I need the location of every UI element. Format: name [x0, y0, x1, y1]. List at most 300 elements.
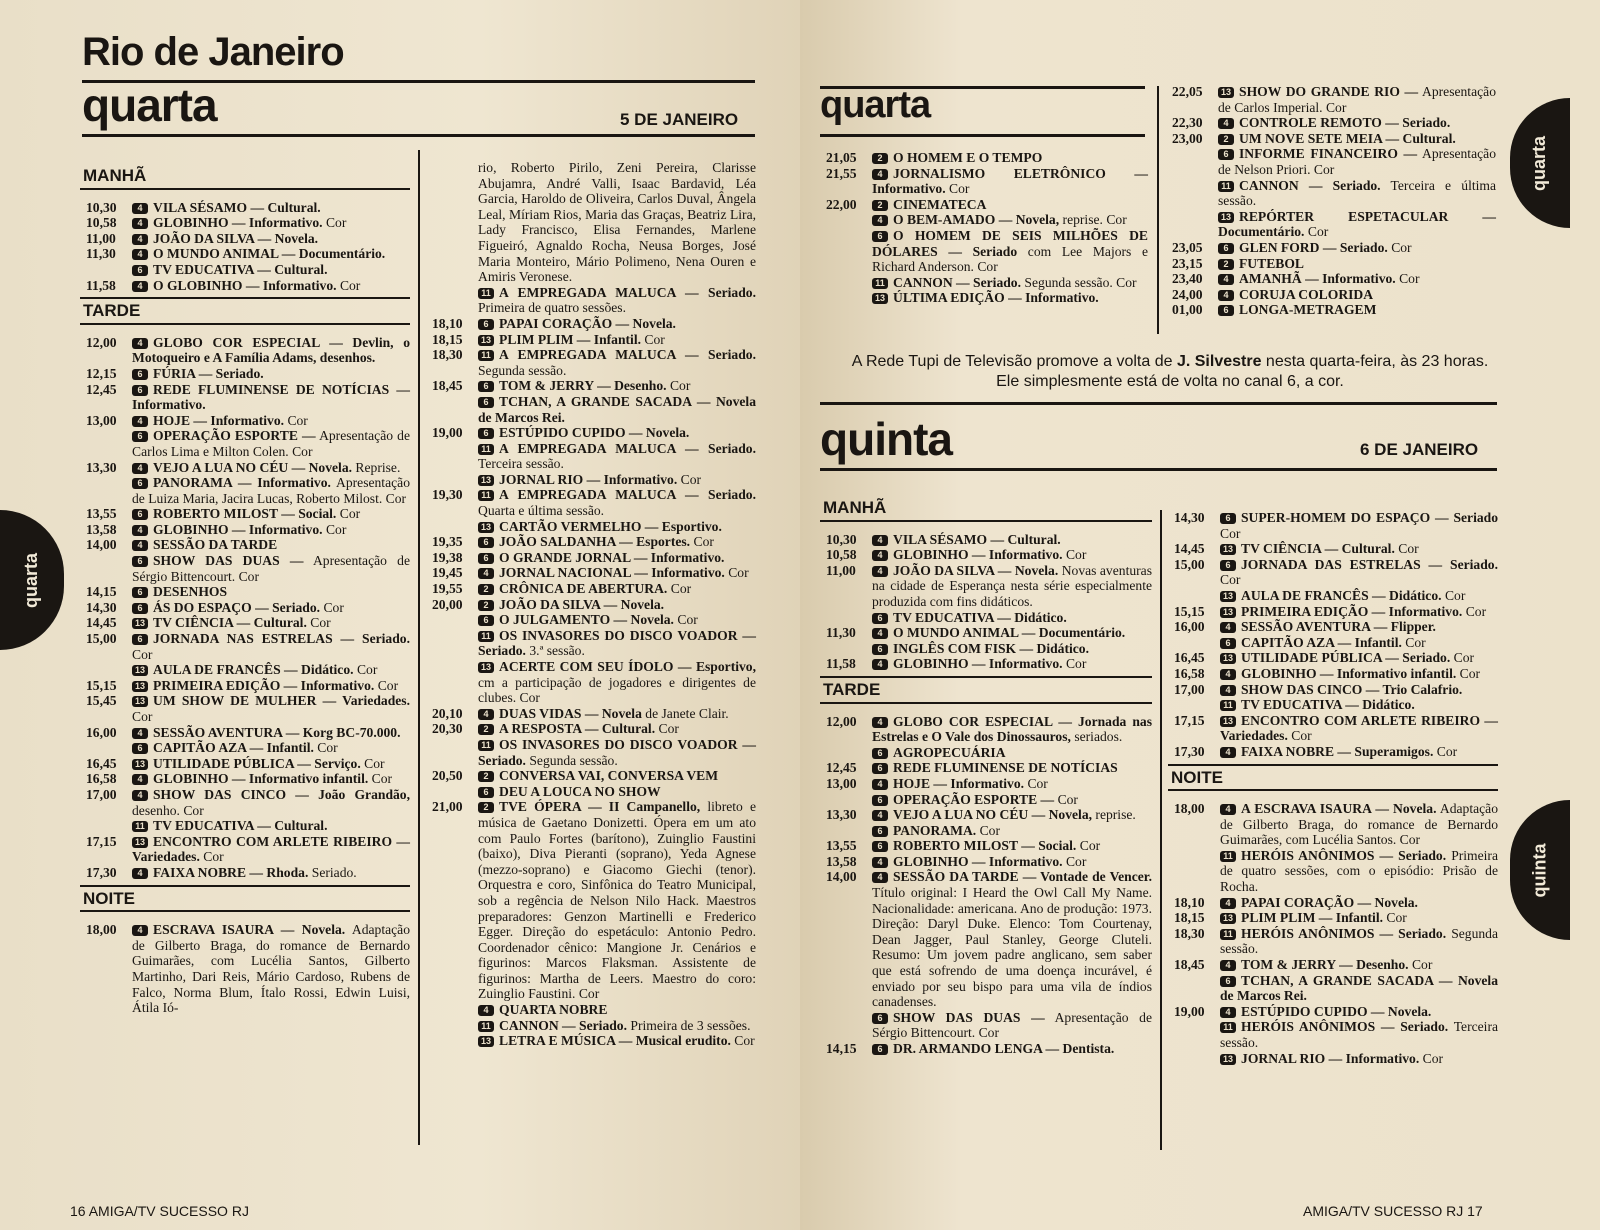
- program-time: 12,45: [86, 381, 117, 397]
- program-entry: [820, 641, 1152, 657]
- channel-badge: 4: [478, 1005, 494, 1016]
- channel-badge: 11: [478, 740, 494, 751]
- program-entry: [426, 1002, 756, 1018]
- program-entry: [1166, 115, 1496, 131]
- channel-badge: 4: [872, 169, 888, 180]
- program-entry: [80, 818, 410, 834]
- program-title: UM SHOW DE MULHER — Variedades.: [153, 693, 410, 709]
- program-title: AGROPECUÁRIA: [893, 744, 1006, 760]
- program-title: A EMPREGADA MALUCA — Seriado.: [499, 440, 756, 456]
- promo-note: [840, 352, 1500, 392]
- program-entry: [426, 799, 756, 1002]
- program-entry: [820, 625, 1152, 641]
- channel-badge: 13: [132, 837, 148, 848]
- program-description: Adaptação de Gilberto Braga, do romance de Bernardo Guimarães, com Lucélia Santos, Gilberto Martinho, Dari Reis, Mário Cardoso, Rubens de Falco, Norma Blum, Ítalo Rossi, Edwin Luisi, Átila Ió-: [132, 922, 410, 1016]
- program-description: Cor: [1307, 224, 1329, 240]
- channel-badge: 6: [1218, 243, 1234, 254]
- channel-badge: 6: [872, 748, 888, 759]
- program-time: 22,05: [1172, 84, 1203, 99]
- program-entry: [80, 215, 410, 231]
- channel-badge: 4: [872, 628, 888, 639]
- program-time: 11,30: [86, 246, 116, 262]
- program-time: 13,55: [86, 506, 117, 522]
- channel-badge: 4: [132, 338, 148, 349]
- program-time: 21,55: [826, 165, 857, 181]
- program-title: TVE ÓPERA — II Campanello,: [499, 799, 701, 815]
- column-divider: [1157, 86, 1159, 334]
- program-time: 10,30: [826, 531, 857, 547]
- divider: [82, 134, 755, 137]
- program-entry: [1168, 910, 1498, 926]
- program-time: 01,00: [1172, 302, 1203, 318]
- program-entry: [426, 472, 756, 488]
- channel-badge: 4: [1220, 747, 1236, 758]
- channel-badge: 4: [1220, 804, 1236, 815]
- program-entry: [426, 768, 756, 784]
- program-title: OS INVASORES DO DISCO VOADOR — Seriado.: [478, 736, 756, 768]
- program-title: ENCONTRO COM ARLETE RIBEIRO — Variedades.: [1220, 712, 1498, 744]
- program-entry: [426, 1018, 756, 1034]
- day-title-quinta: quinta: [820, 413, 952, 465]
- program-entry: [820, 714, 1152, 745]
- program-title: ÁS DO ESPAÇO — Seriado.: [153, 599, 321, 615]
- program-time: 13,00: [826, 775, 857, 791]
- program-description: cm a participação de jogadores e dirigentes de clubes. Cor: [478, 674, 756, 706]
- program-description: Cor: [325, 521, 347, 537]
- program-time: 14,45: [86, 615, 117, 631]
- program-title: SHOW DAS CINCO — João Grandão,: [153, 786, 410, 802]
- program-title: DUAS VIDAS — Novela: [499, 705, 642, 721]
- program-title: PAPAI CORAÇÃO — Novela.: [1241, 894, 1418, 910]
- channel-badge: 6: [478, 381, 494, 392]
- program-time: 13,00: [86, 412, 117, 428]
- program-title: JORNAL NACIONAL — Informativo.: [499, 565, 725, 581]
- program-time: 14,45: [1174, 541, 1205, 557]
- program-time: 15,15: [86, 677, 117, 693]
- program-time: 14,30: [1174, 510, 1205, 525]
- program-time: 19,45: [432, 565, 463, 581]
- column-divider: [418, 150, 420, 1145]
- program-time: 18,30: [1174, 925, 1205, 941]
- program-entry: [820, 760, 1152, 776]
- program-time: 19,38: [432, 549, 463, 565]
- program-title: DEU A LOUCA NO SHOW: [499, 783, 661, 799]
- channel-badge: 11: [132, 821, 148, 832]
- channel-badge: 11: [478, 288, 494, 299]
- program-description: Cor: [1405, 634, 1426, 650]
- note-name: J. Silvestre: [1176, 353, 1262, 370]
- program-entry: [426, 347, 756, 378]
- program-title: SHOW DAS DUAS —: [153, 553, 304, 569]
- program-description: Cor: [1459, 665, 1481, 681]
- program-title: TV EDUCATIVA — Didático.: [1241, 697, 1415, 713]
- program-title: HERÓIS ANÔNIMOS — Seriado.: [1241, 1019, 1449, 1035]
- program-title: VILA SÉSAMO — Cultural.: [153, 199, 321, 215]
- program-time: 21,05: [826, 150, 857, 165]
- program-description: Cor: [1220, 525, 1241, 541]
- program-title: CINEMATECA: [893, 196, 987, 212]
- program-description: Apresentação de Sérgio Bittencourt. Cor: [872, 1009, 1152, 1041]
- program-title: O BEM-AMADO — Novela,: [893, 212, 1060, 228]
- program-entry: [820, 166, 1148, 197]
- program-title: SESSÃO DA TARDE — Vontade de Vencer.: [893, 869, 1152, 885]
- channel-badge: 13: [1220, 653, 1236, 664]
- program-description: Primeira de quatro sessões.: [478, 300, 626, 316]
- channel-badge: 13: [132, 759, 148, 770]
- program-entry: [80, 522, 410, 538]
- channel-badge: 4: [872, 659, 888, 670]
- channel-badge: 13: [1220, 1054, 1236, 1065]
- section-heading: NOITE: [1168, 764, 1498, 792]
- program-entry: [1168, 1019, 1498, 1050]
- program-description: Cor: [677, 612, 698, 628]
- channel-badge: 6: [478, 615, 494, 626]
- program-title: GLOBINHO — Informativo.: [153, 521, 323, 537]
- channel-badge: 6: [1220, 976, 1236, 987]
- program-entry: [80, 662, 410, 678]
- channel-badge: 6: [132, 587, 148, 598]
- program-title: O HOMEM E O TEMPO: [893, 150, 1043, 165]
- program-entry: [426, 659, 756, 706]
- channel-badge: 4: [132, 790, 148, 801]
- program-title: FUTEBOL: [1239, 255, 1304, 271]
- page-footer-left: 16 AMIGA/TV SUCESSO RJ: [70, 1203, 249, 1219]
- channel-badge: 13: [1218, 87, 1234, 98]
- channel-badge: 6: [132, 369, 148, 380]
- program-description: com Lee Majors e Richard Anderson. Cor: [872, 243, 1148, 275]
- program-entry: [80, 865, 410, 881]
- program-time: 22,30: [1172, 115, 1203, 131]
- program-entry: [80, 382, 410, 413]
- program-entry: [1168, 666, 1498, 682]
- program-description: Cor: [1079, 838, 1101, 854]
- program-title: CONTROLE REMOTO — Seriado.: [1239, 115, 1451, 131]
- program-title: UTILIDADE PÚBLICA — Serviço.: [153, 755, 361, 771]
- channel-badge: 6: [132, 743, 148, 754]
- program-entry: [1168, 557, 1498, 588]
- program-time: 11,58: [86, 277, 116, 293]
- program-entry: [1168, 604, 1498, 620]
- program-title: PLIM PLIM — Infantil.: [1241, 910, 1383, 926]
- program-time: 15,00: [86, 631, 117, 647]
- channel-badge: 6: [1218, 149, 1234, 160]
- program-time: 18,00: [86, 922, 117, 938]
- channel-badge: 2: [478, 584, 494, 595]
- program-title: GLOBINHO — Informativo.: [153, 215, 323, 231]
- channel-badge: 11: [1220, 929, 1236, 940]
- channel-badge: 4: [132, 540, 148, 551]
- section-heading: MANHÃ: [80, 164, 410, 190]
- program-description: Apresentação de Luiza Maria, Jacira Lucas, Roberto Milost. Cor: [132, 475, 410, 506]
- channel-badge: 4: [132, 234, 148, 245]
- program-title: ÚLTIMA EDIÇÃO — Informativo.: [893, 290, 1099, 306]
- day-title-quarta-cont: quarta: [820, 84, 931, 126]
- program-title: HERÓIS ANÔNIMOS — Seriado.: [1241, 925, 1447, 941]
- program-time: 11,58: [826, 656, 856, 672]
- program-title: ACERTE COM SEU ÍDOLO — Esportivo,: [499, 659, 756, 674]
- program-entry: [820, 745, 1152, 761]
- program-description: Cor: [669, 378, 691, 394]
- program-time: 17,30: [86, 864, 117, 880]
- program-entry: [426, 628, 756, 659]
- program-entry: [426, 316, 756, 332]
- channel-badge: 4: [1220, 898, 1236, 909]
- channel-badge: 4: [1220, 1007, 1236, 1018]
- program-description: reprise. Cor: [1062, 212, 1127, 228]
- program-entry: [80, 366, 410, 382]
- program-entry: [80, 771, 410, 787]
- tab-label: quarta: [21, 552, 42, 608]
- channel-badge: 6: [872, 644, 888, 655]
- program-title: GLOBINHO — Informativo infantil.: [153, 771, 369, 787]
- program-title: O JULGAMENTO — Novela.: [499, 612, 674, 628]
- channel-badge: 6: [132, 385, 148, 396]
- channel-badge: 13: [478, 335, 494, 346]
- channel-badge: 11: [872, 278, 888, 289]
- channel-badge: 6: [478, 397, 494, 408]
- program-time: 19,00: [1174, 1003, 1205, 1019]
- program-entry: [820, 807, 1152, 823]
- program-entry: [1168, 697, 1498, 713]
- program-entry: [426, 519, 756, 535]
- program-title: GLEN FORD — Seriado.: [1239, 239, 1388, 255]
- program-description: Terceira e última sessão.: [1218, 177, 1497, 209]
- program-title: TOM & JERRY — Desenho.: [1241, 957, 1409, 973]
- program-description: Novas aventuras na cidade de Esperança nesta série especialmente produzida com fins didáticos.: [872, 562, 1152, 609]
- program-time: 20,10: [432, 705, 463, 721]
- program-entry: [1168, 848, 1498, 895]
- program-description: Cor: [1453, 650, 1475, 666]
- program-title: CANNON — Seriado.: [1239, 177, 1381, 193]
- channel-badge: 6: [132, 478, 148, 489]
- note-text: nesta quarta-feira, às 23 horas. Ele simplesmente está de volta no canal 6, a cor.: [996, 353, 1489, 390]
- channel-badge: 13: [1220, 591, 1236, 602]
- channel-badge: 13: [478, 1036, 494, 1047]
- program-title: FAIXA NOBRE — Rhoda.: [153, 864, 309, 880]
- program-description: Cor: [734, 1033, 755, 1049]
- program-entry: [820, 228, 1148, 275]
- program-description: Cor: [339, 277, 361, 293]
- program-description: Cor: [949, 181, 970, 197]
- program-time: 11,00: [826, 562, 856, 578]
- program-description: Segunda sessão.: [1220, 925, 1499, 957]
- program-time: 20,00: [432, 596, 463, 612]
- program-entry: [426, 612, 756, 628]
- channel-badge: 4: [132, 281, 148, 292]
- channel-badge: 11: [1218, 181, 1234, 192]
- channel-badge: 4: [132, 774, 148, 785]
- program-title: FAIXA NOBRE — Superamigos.: [1241, 743, 1434, 759]
- program-entry: [80, 200, 410, 216]
- program-entry: [80, 553, 410, 584]
- program-entry: [426, 737, 756, 768]
- program-entry: [820, 275, 1148, 291]
- channel-badge: 6: [132, 556, 148, 567]
- program-entry: [1168, 801, 1498, 848]
- program-entry: [1168, 973, 1498, 1004]
- program-entry: [80, 475, 410, 506]
- program-time: 15,15: [1174, 603, 1205, 619]
- channel-badge: 4: [872, 717, 888, 728]
- program-description: Cor: [1391, 239, 1412, 255]
- channel-badge: 6: [872, 613, 888, 624]
- channel-badge: 4: [872, 550, 888, 561]
- channel-badge: 13: [478, 662, 494, 673]
- program-title: UM NOVE SETE MEIA — Cultural.: [1239, 130, 1456, 146]
- channel-badge: 6: [872, 1044, 888, 1055]
- channel-badge: 4: [872, 215, 888, 226]
- program-time: 13,55: [826, 838, 857, 854]
- channel-badge: 4: [1218, 274, 1234, 285]
- column-quinta-2: [1168, 510, 1498, 1066]
- note-text: A Rede Tupi de Televisão promove a volta de: [851, 353, 1177, 370]
- channel-badge: 11: [1220, 851, 1236, 862]
- program-time: 14,15: [86, 584, 117, 600]
- program-title: JORNADA NAS ESTRELAS — Seriado.: [153, 631, 410, 647]
- program-entry: [426, 721, 756, 737]
- channel-badge: 4: [132, 249, 148, 260]
- channel-badge: 11: [478, 490, 494, 501]
- channel-badge: 4: [132, 525, 148, 536]
- program-entry: [80, 922, 410, 1016]
- program-entry: [426, 597, 756, 613]
- divider: [820, 134, 1145, 137]
- program-time: 17,30: [1174, 743, 1205, 759]
- program-title: GLOBO COR ESPECIAL — Jornada nas Estrelas e O Vale dos Dinossauros,: [872, 713, 1152, 745]
- channel-badge: 6: [132, 265, 148, 276]
- program-entry: [426, 425, 756, 441]
- program-entry: [80, 740, 410, 756]
- program-title: AULA DE FRANCÊS — Didático.: [1241, 587, 1442, 603]
- program-time: 16,58: [86, 771, 117, 787]
- tab-label: quinta: [1529, 843, 1550, 897]
- channel-badge: 2: [478, 724, 494, 735]
- program-entry: [1166, 178, 1496, 209]
- program-time: 20,30: [432, 721, 463, 737]
- program-title: CARTÃO VERMELHO — Esportivo.: [499, 518, 722, 534]
- program-description: Cor: [1027, 775, 1048, 791]
- program-entry: [1168, 619, 1498, 635]
- program-entry: [426, 332, 756, 348]
- program-time: 16,00: [1174, 619, 1205, 635]
- program-title: SESSÃO AVENTURA — Korg BC-70.000.: [153, 724, 401, 740]
- program-entry: [80, 756, 410, 772]
- program-entry: [1168, 635, 1498, 651]
- program-time: 16,00: [86, 724, 117, 740]
- program-title: TCHAN, A GRANDE SACADA — Novela de Marcos Rei.: [1220, 972, 1498, 1004]
- column-divider: [1160, 510, 1162, 1150]
- program-title: CRÔNICA DE ABERTURA.: [499, 581, 668, 597]
- program-entry: [1168, 895, 1498, 911]
- program-time: 18,00: [1174, 801, 1205, 817]
- program-entry: [1168, 588, 1498, 604]
- channel-badge: 13: [132, 618, 148, 629]
- program-title: SHOW DO GRANDE RIO —: [1239, 84, 1419, 99]
- program-entry: [80, 231, 410, 247]
- program-time: 19,55: [432, 581, 463, 597]
- channel-badge: 6: [132, 603, 148, 614]
- program-entry: [820, 532, 1152, 548]
- channel-badge: 6: [478, 319, 494, 330]
- program-title: O GRANDE JORNAL — Informativo.: [499, 549, 725, 565]
- channel-badge: 13: [132, 665, 148, 676]
- channel-badge: 4: [132, 463, 148, 474]
- program-entry: [820, 547, 1152, 563]
- channel-badge: 4: [1220, 669, 1236, 680]
- program-time: 18,45: [432, 378, 463, 394]
- program-entry: [1166, 302, 1496, 318]
- program-title: JORNADA DAS ESTRELAS — Seriado.: [1241, 556, 1498, 572]
- program-title: ROBERTO MILOST — Social.: [153, 506, 337, 522]
- program-time: 20,50: [432, 768, 463, 784]
- tab-label: quarta: [1529, 135, 1550, 191]
- program-entry: [426, 550, 756, 566]
- program-title: TV EDUCATIVA — Cultural.: [153, 818, 328, 834]
- channel-badge: 2: [872, 153, 888, 164]
- channel-badge: 4: [478, 709, 494, 720]
- program-description: Cor: [1465, 603, 1487, 619]
- program-time: 23,00: [1172, 130, 1203, 146]
- program-entry: [1168, 1051, 1498, 1067]
- program-title: LONGA-METRAGEM: [1239, 302, 1377, 318]
- program-time: 16,45: [1174, 650, 1205, 666]
- program-time: 13,58: [86, 521, 117, 537]
- program-entry: [820, 776, 1152, 792]
- program-entry: [1168, 510, 1498, 541]
- program-entry: [426, 487, 756, 518]
- program-description: Adaptação de Gilberto Braga, do romance de Bernardo Guimarães, com Lucélia Santos. Cor: [1220, 801, 1498, 848]
- program-description: Cor: [658, 721, 679, 737]
- program-entry: [1166, 131, 1496, 147]
- program-title: DR. ARMANDO LENGA — Dentista.: [893, 1041, 1115, 1056]
- program-description: Cor: [670, 581, 692, 597]
- section-heading: NOITE: [80, 885, 410, 913]
- channel-badge: 4: [872, 810, 888, 821]
- program-entry: [1166, 209, 1496, 240]
- program-description: Cor: [356, 662, 378, 678]
- channel-badge: 13: [1220, 544, 1236, 555]
- program-entry: [1168, 1004, 1498, 1020]
- program-entry: [426, 378, 756, 394]
- program-entry: [426, 581, 756, 597]
- program-time: 23,05: [1172, 239, 1203, 255]
- channel-badge: 2: [1218, 259, 1234, 270]
- program-title: PRIMEIRA EDIÇÃO — Informativo.: [1241, 603, 1463, 619]
- program-description: Cor: [203, 849, 224, 865]
- program-entry: [80, 693, 410, 724]
- program-description: desenho. Cor: [132, 802, 204, 818]
- channel-badge: 13: [132, 681, 148, 692]
- program-description: Terceira sessão.: [478, 456, 564, 472]
- program-entry: [1168, 541, 1498, 557]
- channel-badge: 2: [478, 600, 494, 611]
- channel-badge: 2: [1218, 134, 1234, 145]
- program-description: Cor: [1436, 743, 1458, 759]
- program-entry: [80, 631, 410, 662]
- program-description: Cor: [1291, 728, 1312, 744]
- program-description: Primeira de 3 sessões.: [630, 1017, 751, 1033]
- program-description: Cor: [1386, 910, 1407, 926]
- program-title: DESENHOS: [153, 584, 228, 600]
- channel-badge: 6: [132, 634, 148, 645]
- program-entry: [80, 428, 410, 459]
- program-description: Quarta e última sessão.: [478, 503, 605, 519]
- channel-badge: 6: [132, 509, 148, 520]
- section-heading: TARDE: [820, 676, 1152, 704]
- channel-badge: 4: [132, 416, 148, 427]
- program-title: ROBERTO MILOST — Social.: [893, 838, 1077, 854]
- channel-badge: 4: [872, 779, 888, 790]
